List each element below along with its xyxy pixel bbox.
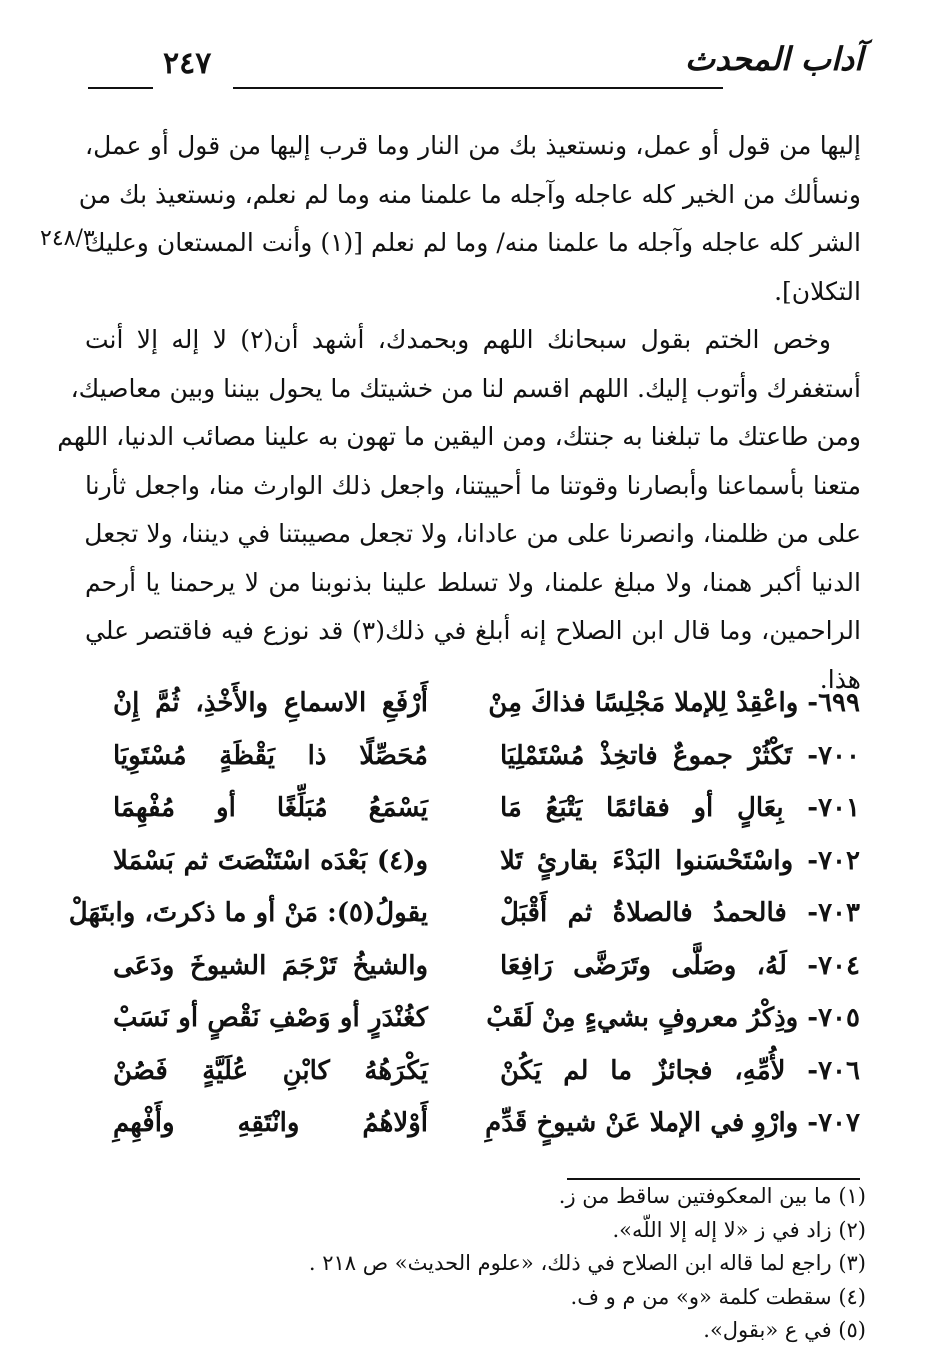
text-line: الدنيا أكبر همنا، ولا مبلغ علمنا، ولا تسلط علينا بذنوبنا من لا يرحمنا يا أرحم xyxy=(85,567,861,597)
header-rule-left xyxy=(88,87,153,89)
verse xyxy=(100,1003,860,1056)
verse xyxy=(100,1056,860,1109)
text-line: متعنا بأسماعنا وأبصارنا وقوتنا ما أحييتنا، واجعل ذلك الوارث منا، واجعل ثأرنا xyxy=(85,470,861,500)
poem-verses xyxy=(68,688,860,1161)
footnote: (١) ما بين المعكوفتين ساقط من ز. xyxy=(558,1184,866,1208)
verse-first-hemistich: ٦٩٩- واعْقِدْ لِلإملا مَجْلِسًا فذاكَ مِنْ xyxy=(488,688,860,718)
verse xyxy=(100,846,860,899)
text-line: التكلان]. xyxy=(774,276,861,306)
verse-second-hemistich: أَرْفَعِ الاسماعِ والأَخْذِ، ثُمَّ إِنْ xyxy=(113,688,428,718)
running-title: آداب المحدث xyxy=(684,40,863,78)
verse-second-hemistich: يَكْرَهُهُ كابْنِ عُلَيَّةٍ فَصُنْ xyxy=(113,1055,428,1086)
verse-first-hemistich: ٧٠٦- لأُمِّهِ، فجائزٌ ما لم يَكُنْ xyxy=(500,1055,860,1086)
text-line: إليها من قول أو عمل، ونستعيذ بك من النار وما قرب إليها من قول أو عمل، xyxy=(85,131,861,160)
verse xyxy=(100,951,860,1004)
text-line: أستغفرك وأتوب إليك. اللهم اقسم لنا من خشيتك ما يحول بيننا وبين معاصيك، xyxy=(70,373,861,403)
verse-first-hemistich: ٧٠٠- تَكْثُرْ جموعٌ فاتخِذْ مُسْتَمْلِيَا xyxy=(500,740,860,771)
verse-second-hemistich: مُحَصِّلًا ذا يَقْظَةٍ مُسْتَوِيَا xyxy=(113,740,428,771)
verse-first-hemistich: ٧٠١- بِعَالٍ أو فقائمًا يَتْبَعُ مَا xyxy=(500,793,860,823)
text-line: ومن طاعتك ما تبلغنا به جنتك، ومن اليقين ما تهون به علينا مصائب الدنيا، اللهم xyxy=(57,422,861,451)
text-line: الراحمين، وما قال ابن الصلاح إنه أبلغ في ذلك(٣) قد نوزع فيه فاقتصر علي xyxy=(85,616,861,645)
text-line: على من ظلمنا، وانصرنا على من عادانا، ولا تجعل مصيبتنا في ديننا، ولا تجعل xyxy=(84,519,861,548)
footnote: (٤) سقطت كلمة «و» من م و ف. xyxy=(570,1284,866,1309)
verse xyxy=(100,688,860,741)
footnote: (٥) في ع «بقول». xyxy=(703,1318,866,1342)
verse xyxy=(100,741,860,794)
margin-reference: ٢٤٨/٣ xyxy=(40,226,95,251)
verse-second-hemistich: و(٤) بَعْدَه اسْتَنْصَتَ ثم بَسْمَلا xyxy=(113,845,428,876)
verse-first-hemistich: ٧٠٣- فالحمدُ فالصلاةُ ثم أَقْبَلْ xyxy=(500,898,860,928)
footnote: (٢) زاد في ز «لا إله إلا اللّه». xyxy=(612,1217,866,1242)
text-line: الشر كله عاجله وآجله ما علمنا منه/ وما لم نعلم [(١) وأنت المستعان وعليك xyxy=(85,228,861,257)
verse-second-hemistich: يقولُ(٥): مَنْ أو ما ذكرتَ، وابتَهَلْ xyxy=(68,898,428,928)
verse-second-hemistich: كغُنْدَرٍ أو وَصْفِ نَقْصٍ أو نَسَبْ xyxy=(113,1003,428,1033)
text-line: هذا. xyxy=(819,664,861,694)
header-rule-right xyxy=(233,87,723,89)
verse-first-hemistich: ٧٠٥- وذِكْرُ معروفٍ بشيءٍ مِنْ لَقَبْ xyxy=(486,1003,860,1033)
page-number: ٢٤٧ xyxy=(163,46,212,81)
text-line: وخص الختم بقول سبحانك اللهم وبحمدك، أشهد أن(٢) لا إله إلا أنت xyxy=(85,325,832,354)
verse-second-hemistich: والشيخُ تَرْجَمَ الشيوخَ ودَعَى xyxy=(113,950,428,981)
verse-second-hemistich: يَسْمَعُ مُبَلِّغًا أو مُفْهِمَا xyxy=(113,793,428,823)
verse-first-hemistich: ٧٠٧- وارْوِ في الإملا عَنْ شيوخٍ قَدِّمِ xyxy=(485,1108,860,1138)
verse xyxy=(100,793,860,846)
verse-second-hemistich: أَوْلاهُمُ وانْتَقِهِ وأَفْهِمِ xyxy=(113,1108,428,1138)
text-line: ونسألك من الخير كله عاجله وآجله ما علمنا منه وما لم نعلم، ونستعيذ بك من xyxy=(78,179,861,209)
page-header xyxy=(88,40,863,100)
verse xyxy=(100,1108,860,1161)
footnotes xyxy=(106,1180,866,1348)
verse-first-hemistich: ٧٠٤- لَهُ، وصَلَّى وتَرَضَّى رَافِعَا xyxy=(500,950,860,981)
verse xyxy=(68,898,860,951)
verse-first-hemistich: ٧٠٢- واسْتَحْسَنوا البَدْءَ بقارئٍ تَلا xyxy=(500,845,860,876)
footnote: (٣) راجع لما قاله ابن الصلاح في ذلك، «علوم الحديث» ص ٢١٨ . xyxy=(308,1251,866,1275)
